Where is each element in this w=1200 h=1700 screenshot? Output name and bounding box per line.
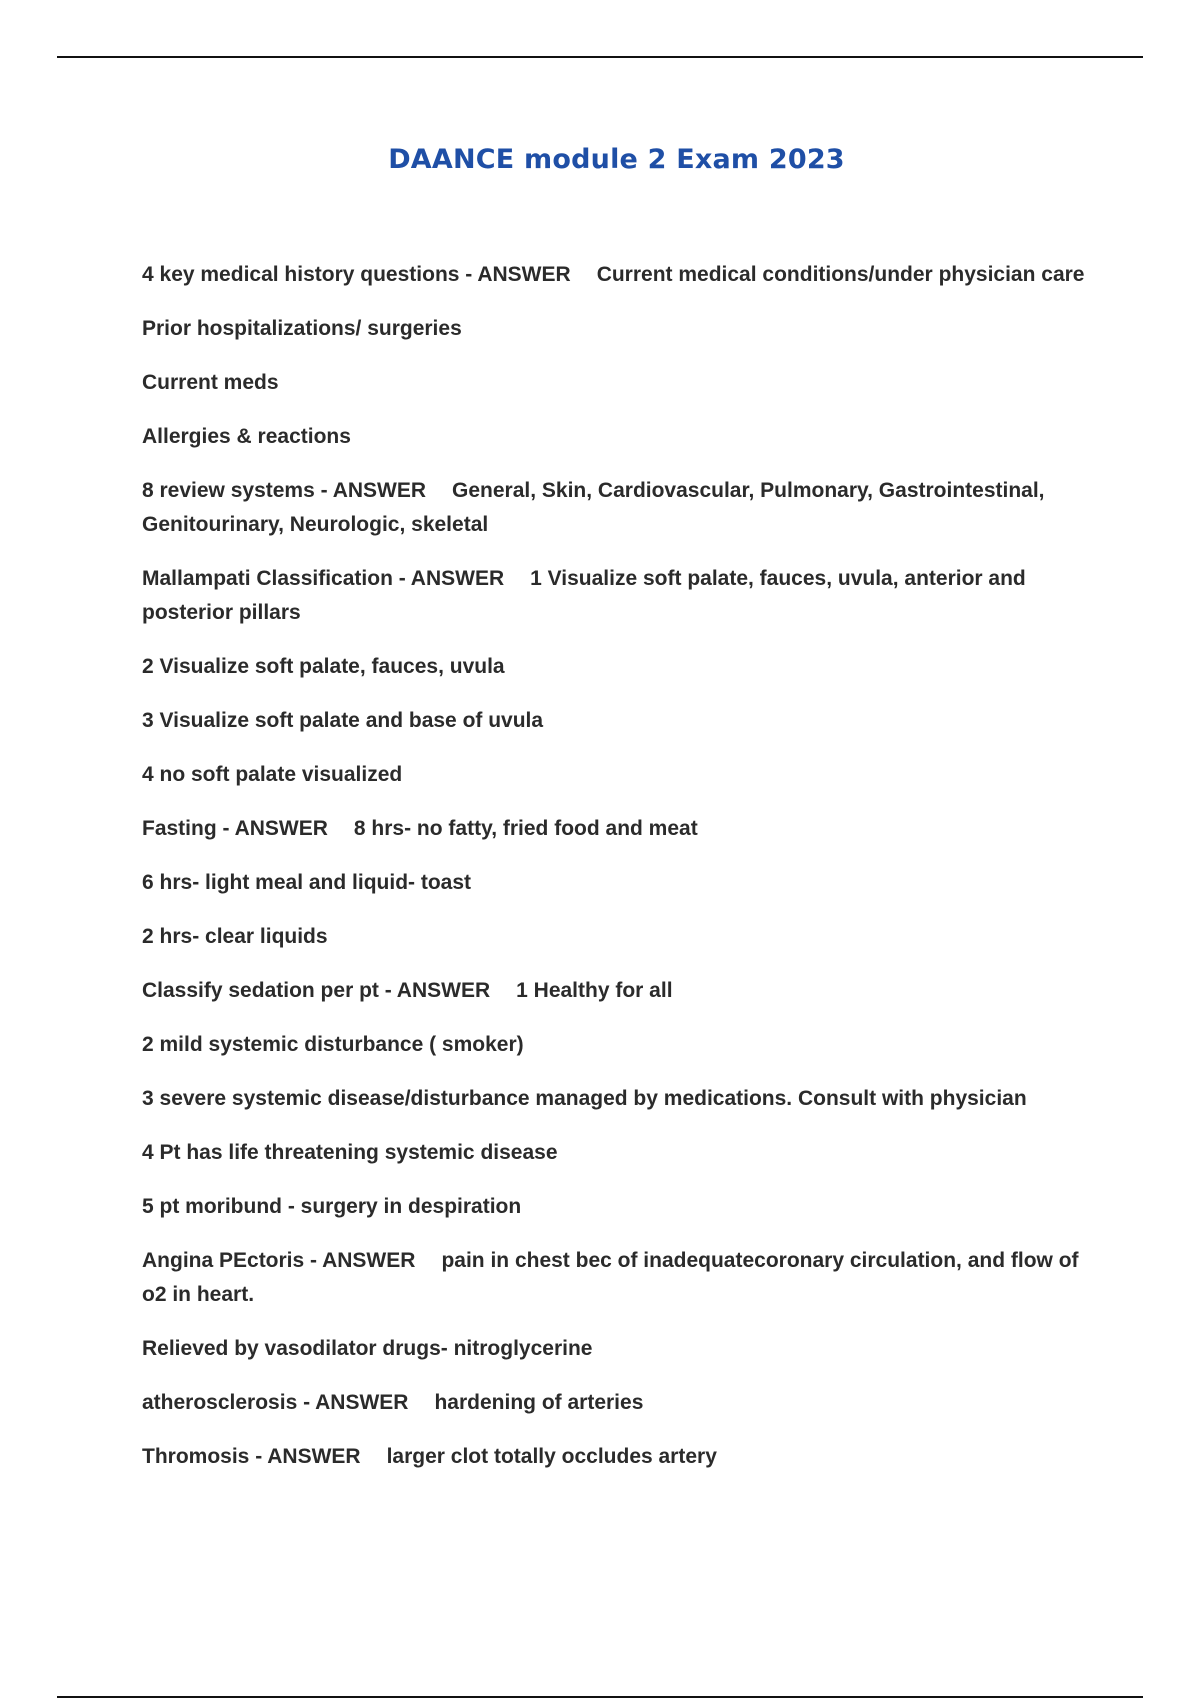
- answer-text: larger clot totally occludes artery: [386, 1445, 717, 1468]
- answer-text: 1 Healthy for all: [516, 979, 673, 1002]
- qa-entry: [142, 1386, 1092, 1420]
- answer-continuation: 2 mild systemic disturbance ( smoker): [142, 1033, 524, 1056]
- top-rule: [57, 56, 1143, 58]
- answer-text: 1 Visualize soft palate, fauces, uvula, anterior and posterior pillars: [142, 567, 1026, 624]
- qa-entry: [142, 474, 1092, 542]
- answer-tag: ANSWER: [234, 817, 328, 840]
- answer-continuation: Prior hospitalizations/ surgeries: [142, 317, 462, 340]
- answer-text: 8 hrs- no fatty, fried food and meat: [353, 817, 698, 840]
- answer-tag: ANSWER: [267, 1445, 361, 1468]
- answer-text: pain in chest bec of inadequatecoronary circulation, and flow of o2 in heart.: [142, 1249, 1079, 1306]
- question-text: 4 key medical history questions -: [142, 263, 477, 286]
- answer-continuation: 3 severe systemic disease/disturbance managed by medications. Consult with physician: [142, 1087, 1027, 1110]
- answer-tag: ANSWER: [322, 1249, 416, 1272]
- document-body: [142, 258, 1092, 1494]
- bottom-rule: [57, 1696, 1143, 1698]
- answer-continuation: 5 pt moribund - surgery in despiration: [142, 1195, 522, 1218]
- answer-continuation: 4 Pt has life threatening systemic disease: [142, 1141, 558, 1164]
- answer-continuation: 6 hrs- light meal and liquid- toast: [142, 871, 472, 894]
- answer-continuation: 2 Visualize soft palate, fauces, uvula: [142, 655, 505, 678]
- answer-text: General, Skin, Cardiovascular, Pulmonary, Gastrointestinal, Genitourinary, Neurologic, skeletal: [142, 479, 1045, 536]
- document-title: DAANCE module 2 Exam 2023: [388, 144, 845, 175]
- answer-continuation: Current meds: [142, 371, 279, 394]
- question-text: atherosclerosis -: [142, 1391, 315, 1414]
- question-text: Thromosis -: [142, 1445, 267, 1468]
- qa-entry: [142, 974, 1092, 1008]
- answer-tag: ANSWER: [332, 479, 427, 502]
- qa-entry: [142, 812, 1092, 846]
- question-text: Mallampati Classification -: [142, 567, 411, 590]
- answer-tag: ANSWER: [410, 567, 505, 590]
- question-text: Fasting -: [142, 817, 235, 840]
- question-text: Classify sedation per pt -: [142, 979, 397, 1002]
- answer-tag: ANSWER: [477, 263, 571, 286]
- qa-entry: [142, 1440, 1092, 1474]
- question-text: 8 review systems -: [142, 479, 333, 502]
- qa-entry: [142, 562, 1092, 630]
- answer-text: hardening of arteries: [434, 1391, 644, 1414]
- answer-continuation: 3 Visualize soft palate and base of uvula: [142, 709, 544, 732]
- question-text: Angina PEctoris -: [142, 1249, 322, 1272]
- answer-tag: ANSWER: [315, 1391, 409, 1414]
- answer-continuation: 4 no soft palate visualized: [142, 763, 403, 786]
- answer-tag: ANSWER: [396, 979, 491, 1002]
- answer-continuation: Relieved by vasodilator drugs- nitroglycerine: [142, 1337, 593, 1360]
- answer-continuation: 2 hrs- clear liquids: [142, 925, 328, 948]
- answer-continuation: Allergies & reactions: [142, 425, 351, 448]
- qa-entry: [142, 1244, 1092, 1312]
- qa-entry: [142, 258, 1092, 292]
- answer-text: Current medical conditions/under physician care: [596, 263, 1085, 286]
